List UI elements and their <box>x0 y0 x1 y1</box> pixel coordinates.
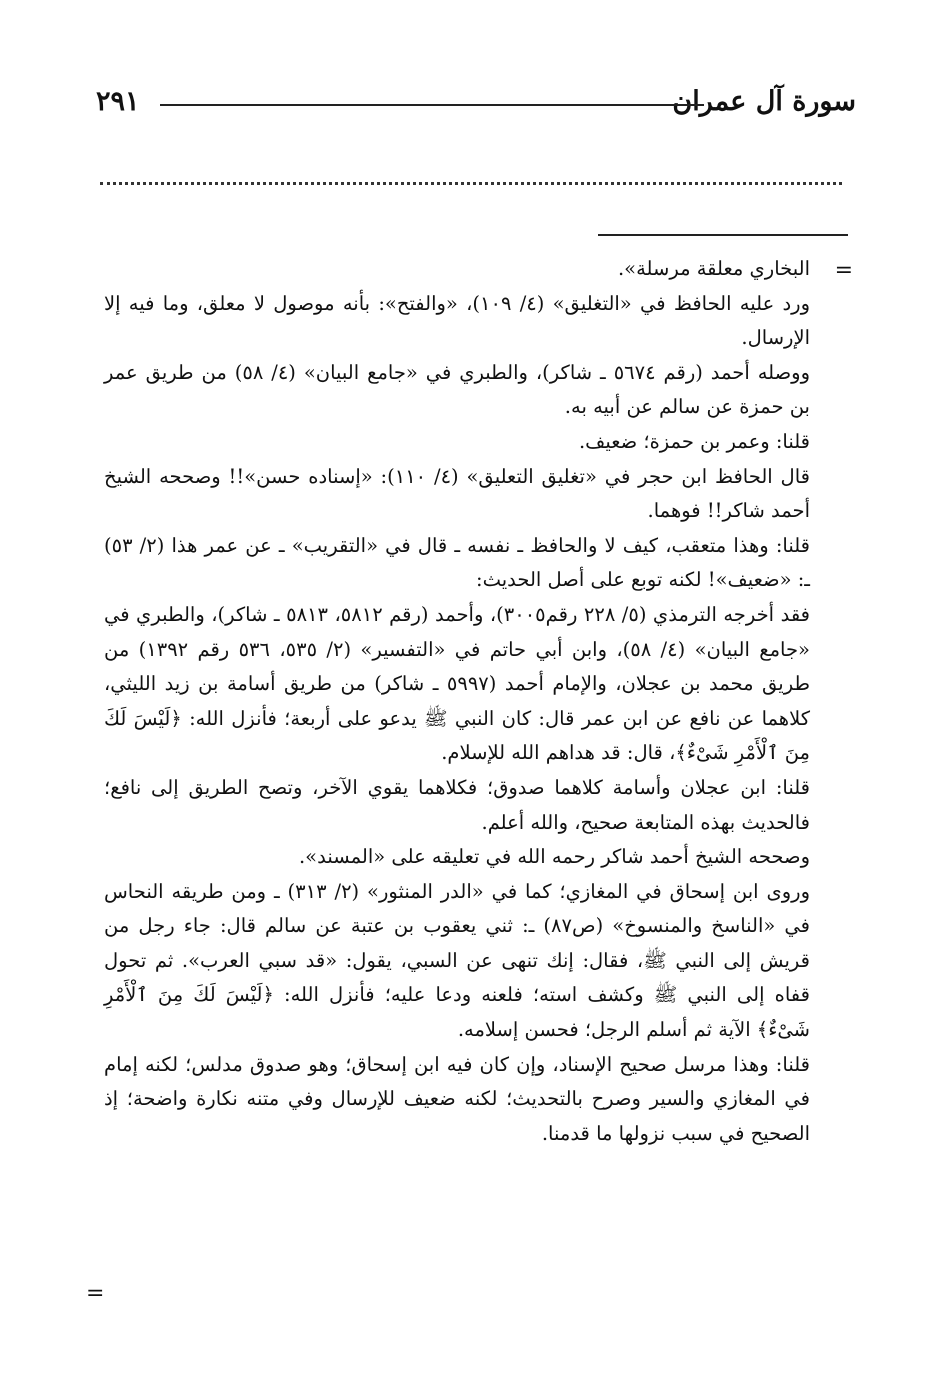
header-rule <box>160 104 704 106</box>
footnote-rule <box>598 234 848 236</box>
paragraph: ووصله أحمد (رقم ٥٦٧٤ ـ شاكر)، والطبري في «جامع البيان» (٤/ ٥٨) من طريق عمر بن حمزة عن سالم عن أبيه به. <box>104 360 810 419</box>
paragraph: وروى ابن إسحاق في المغازي؛ كما في «الدر المنثور» (٢/ ٣١٣) ـ ومن طريقه النحاس في «الناسخ والمنسوخ» (ص٨٧) ـ: ثني يعقوب بن عتبة عن سالم قال: جاء رجل من قريش إلى النبي ﷺ، فقال: إنك تنهى عن السبي، يقول: «قد سبي العرب». ثم تحول قفاه إلى النبي ﷺ وكشف استه؛ فلعنه ودعا عليه؛ فأنزل الله: ﴿لَيْسَ لَكَ مِنَ ٱلْأَمْرِ شَىْءٌ﴾ الآية ثم أسلم الرجل؛ فحسن إسلامه. <box>104 879 810 1042</box>
paragraph: قلنا: وعمر بن حمزة؛ ضعيف. <box>578 429 810 453</box>
surah-title: سورة آل عمران <box>672 86 856 117</box>
paragraph: قلنا: وهذا متعقب، كيف لا والحافظ ـ نفسه ـ قال في «التقريب» ـ عن عمر هذا (٢/ ٥٣) ـ: «ضعيف»! لكنه توبع على أصل الحديث: <box>104 533 810 592</box>
paragraph: قلنا: وهذا مرسل صحيح الإسناد، وإن كان فيه ابن إسحاق؛ وهو صدوق مدلس؛ لكنه إمام في المغازي والسير وصرح بالتحديث؛ لكنه ضعيف للإرسال وفي متنه نكارة واضحة؛ إذ الصحيح في سبب نزولها ما قدمنا. <box>104 1052 810 1145</box>
page-number: ٢٩١ <box>96 86 140 117</box>
paragraph: قلنا: ابن عجلان وأسامة كلاهما صدوق؛ فكلاهما يقوي الآخر، وتصح الطريق إلى نافع؛ فالحديث بهذه المتابعة صحيح، والله أعلم. <box>104 775 810 834</box>
footnote-body <box>104 252 810 1151</box>
page-header <box>96 86 856 126</box>
dotted-separator <box>100 182 842 185</box>
paragraph: فقد أخرجه الترمذي (٥/ ٢٢٨ رقم٣٠٠٥)، وأحمد (رقم ٥٨١٢، ٥٨١٣ ـ شاكر)، والطبري في «جامع البيان» (٤/ ٥٨)، وابن أبي حاتم في «التفسير» (٢/ ٥٣٥، ٥٣٦ رقم ١٣٩٢) من طريق محمد بن عجلان، والإمام أحمد (٥٩٩٧ ـ شاكر) من طريق أسامة بن زيد الليثي، كلاهما عن نافع عن ابن عمر قال: كان النبي ﷺ يدعو على أربعة؛ فأنزل الله: ﴿لَيْسَ لَكَ مِنَ ٱلْأَمْرِ شَىْءٌ﴾، قال: قد هداهم الله للإسلام. <box>104 602 810 765</box>
paragraph: ورد عليه الحافظ في «التغليق» (٤/ ١٠٩)، «والفتح»: بأنه موصول لا معلق، وما فيه إلا الإرسال. <box>104 291 810 350</box>
continuation-mark-bottom: = <box>86 1281 105 1306</box>
paragraph: وصححه الشيخ أحمد شاكر رحمه الله في تعليقه على «المسند». <box>298 845 810 869</box>
continuation-mark-top: = <box>834 258 853 283</box>
paragraph: قال الحافظ ابن حجر في «تغليق التعليق» (٤/ ١١٠): «إسناده حسن»!! وصححه الشيخ أحمد شاكر!! فوهما. <box>104 464 810 523</box>
paragraph: البخاري معلقة مرسلة». <box>617 257 810 280</box>
